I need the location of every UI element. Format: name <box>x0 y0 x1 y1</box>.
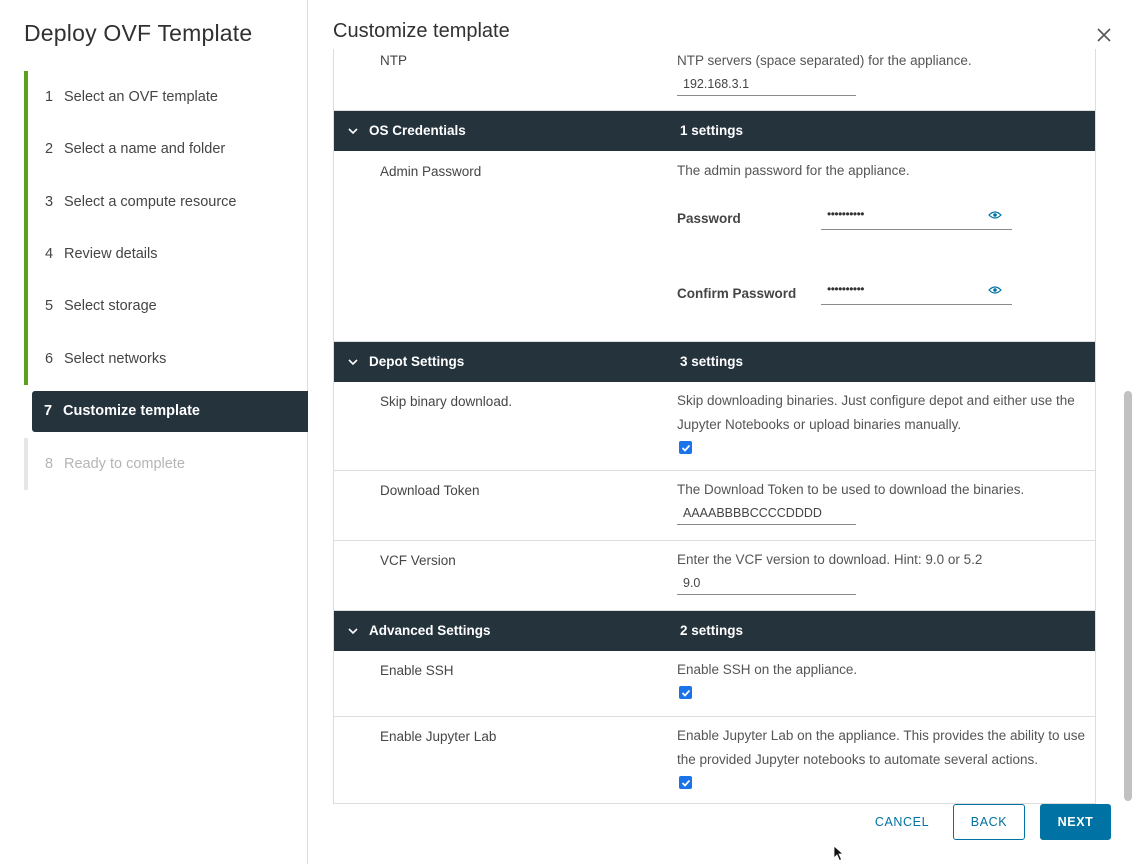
property-label: Skip binary download. <box>380 394 513 409</box>
section-depot-settings[interactable] <box>334 342 1095 382</box>
ntp-input[interactable] <box>677 72 856 96</box>
eye-icon[interactable] <box>988 210 1002 220</box>
step-number: 8 <box>45 455 54 472</box>
step-label: Select networks <box>64 350 167 367</box>
step-select-name-folder[interactable] <box>24 123 308 175</box>
property-description: NTP servers (space separated) for the appliance. <box>677 53 972 68</box>
password-value: •••••••••• <box>827 207 865 221</box>
property-row-download-token <box>334 471 1095 541</box>
property-label: VCF Version <box>380 553 456 568</box>
wizard-nav <box>0 0 308 864</box>
step-select-networks[interactable] <box>24 332 308 384</box>
skip-binary-checkbox[interactable] <box>679 441 692 454</box>
mouse-cursor-icon <box>833 845 844 862</box>
step-label: Customize template <box>63 403 200 420</box>
property-row-admin-password <box>334 151 1095 342</box>
step-label: Select storage <box>64 298 157 315</box>
scrollbar-thumb[interactable] <box>1124 391 1132 801</box>
close-icon <box>1094 25 1114 45</box>
checkmark-icon <box>681 778 691 788</box>
checkmark-icon <box>681 688 691 698</box>
confirm-password-label: Confirm Password <box>677 286 797 301</box>
back-button[interactable]: BACK <box>953 804 1025 840</box>
section-os-credentials[interactable] <box>334 111 1095 151</box>
step-select-compute-resource[interactable] <box>24 176 308 228</box>
property-label: NTP <box>380 53 407 68</box>
property-row-enable-jupyter <box>334 717 1095 804</box>
step-select-storage[interactable] <box>24 280 308 332</box>
enable-jupyter-checkbox[interactable] <box>679 776 692 789</box>
section-count: 2 settings <box>680 623 744 638</box>
section-count: 3 settings <box>680 354 744 369</box>
wizard-steps <box>24 71 308 490</box>
next-button[interactable]: NEXT <box>1040 804 1111 840</box>
chevron-down-icon <box>347 356 359 368</box>
template-properties-list[interactable] <box>333 49 1096 804</box>
step-label: Review details <box>64 246 158 263</box>
step-number: 6 <box>45 350 54 367</box>
property-label: Enable SSH <box>380 663 454 678</box>
step-label: Ready to complete <box>64 455 185 472</box>
cancel-button[interactable]: CANCEL <box>862 804 942 840</box>
close-button[interactable] <box>1094 25 1114 45</box>
enable-ssh-checkbox[interactable] <box>679 686 692 699</box>
step-label: Select an OVF template <box>64 89 218 106</box>
property-description: The admin password for the appliance. <box>677 163 910 178</box>
download-token-input[interactable] <box>677 501 856 525</box>
step-number: 2 <box>45 141 54 158</box>
property-description: Enter the VCF version to download. Hint: 9.0 or 5.2 <box>677 552 983 567</box>
property-label: Admin Password <box>380 164 482 179</box>
step-customize-template[interactable] <box>32 391 308 432</box>
checkmark-icon <box>681 443 691 453</box>
property-description: Skip downloading binaries. Just configure depot and either use the Jupyter Notebooks or upload binaries manually. <box>677 393 1075 432</box>
chevron-down-icon <box>347 625 359 637</box>
confirm-password-field[interactable] <box>821 279 1012 305</box>
property-row-vcf-version <box>334 541 1095 611</box>
page-title: Customize template <box>333 20 510 42</box>
section-advanced-settings[interactable] <box>334 611 1095 651</box>
property-row-ntp <box>334 49 1095 111</box>
chevron-down-icon <box>347 125 359 137</box>
vcf-version-input[interactable] <box>677 571 856 595</box>
step-number: 1 <box>45 89 54 106</box>
section-count: 1 settings <box>680 123 744 138</box>
property-description: The Download Token to be used to download the binaries. <box>677 482 1025 497</box>
step-ready-to-complete <box>24 438 308 490</box>
section-title: Depot Settings <box>369 354 465 369</box>
step-number: 7 <box>44 403 53 420</box>
password-label: Password <box>677 211 741 226</box>
property-description: Enable SSH on the appliance. <box>677 662 858 677</box>
step-review-details[interactable] <box>24 228 308 280</box>
step-number: 5 <box>45 298 54 315</box>
property-label: Enable Jupyter Lab <box>380 729 497 744</box>
eye-icon[interactable] <box>988 285 1002 295</box>
step-label: Select a name and folder <box>64 141 226 158</box>
property-description: Enable Jupyter Lab on the appliance. This provides the ability to use the provided Jupyter notebooks to automate several actions. <box>677 728 1086 767</box>
section-title: Advanced Settings <box>369 623 491 638</box>
property-row-skip-binary <box>334 382 1095 471</box>
password-field[interactable] <box>821 204 1012 230</box>
step-label: Select a compute resource <box>64 193 237 210</box>
property-label: Download Token <box>380 483 480 498</box>
property-row-enable-ssh <box>334 651 1095 717</box>
confirm-password-value: •••••••••• <box>827 282 865 296</box>
step-number: 4 <box>45 246 54 263</box>
vertical-scrollbar[interactable] <box>1120 49 1134 804</box>
step-select-ovf-template[interactable] <box>24 71 308 123</box>
dialog-title: Deploy OVF Template <box>24 20 253 46</box>
section-title: OS Credentials <box>369 123 466 138</box>
step-number: 3 <box>45 193 54 210</box>
